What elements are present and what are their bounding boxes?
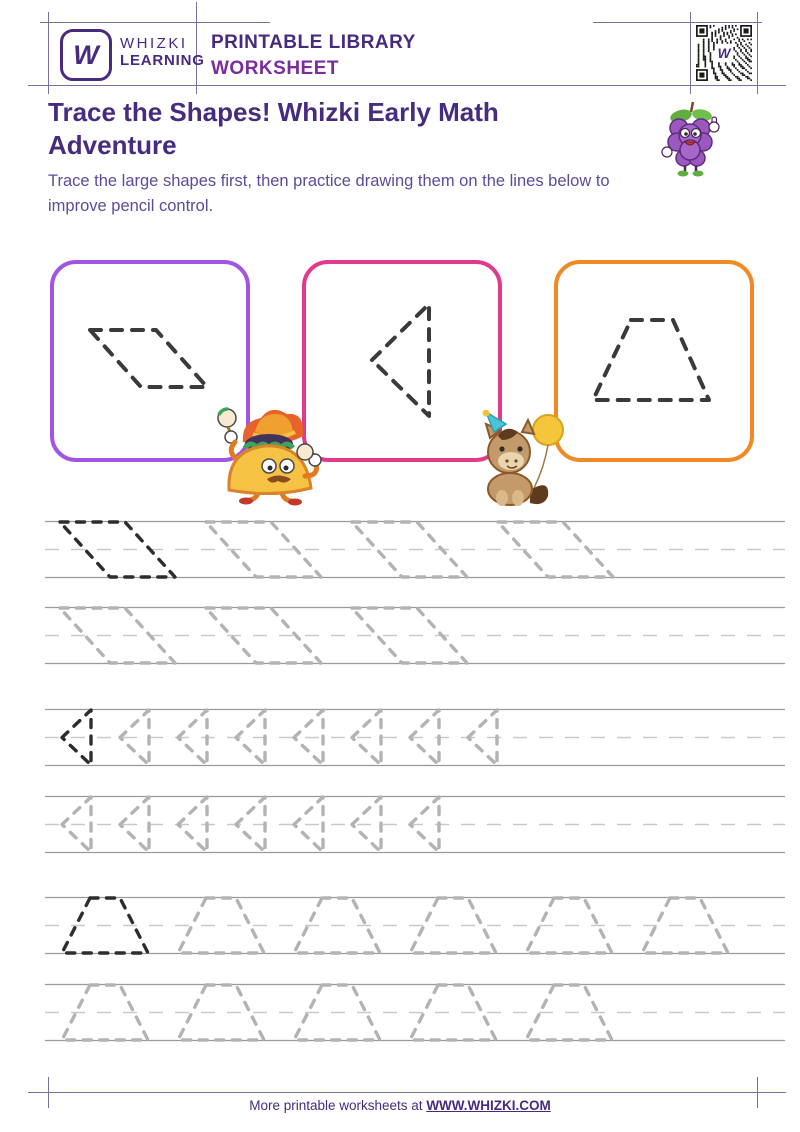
- brand-subname: LEARNING: [120, 52, 205, 70]
- triangle-shape: [306, 264, 498, 458]
- trace-rows: [45, 520, 785, 1045]
- doc-type-label: WORKSHEET: [211, 57, 339, 79]
- footer: [0, 1098, 800, 1113]
- header: [0, 0, 800, 90]
- trace-row-trapezoid-1: [45, 896, 785, 955]
- trace-trapezoid: [178, 898, 264, 953]
- trapezoid-shape: [558, 264, 750, 458]
- brand-name: WHIZKI: [120, 35, 188, 52]
- qr-code-icon: [696, 25, 752, 81]
- footer-prefix: More printable worksheets at: [249, 1098, 427, 1113]
- brand-wordmark: [120, 35, 205, 70]
- shape-card-trapezoid: [554, 260, 754, 462]
- library-label: PRINTABLE LIBRARY: [211, 32, 416, 53]
- logo-w-icon: W: [73, 39, 99, 70]
- taco-character: [213, 402, 333, 511]
- footer-site-link[interactable]: WWW.WHIZKI.COM: [426, 1098, 551, 1113]
- trace-row-trapezoid-2: [45, 983, 785, 1042]
- trace-row-parallelogram-1: [45, 520, 785, 579]
- whizki-logo: [60, 29, 112, 81]
- pony-character: [474, 410, 566, 513]
- trace-row-triangle-2: [45, 795, 785, 854]
- grape-mascot: [660, 100, 722, 183]
- trace-trapezoid: [178, 985, 264, 1040]
- crop-mark: [28, 1092, 786, 1093]
- trace-row-triangle-1: [45, 708, 785, 767]
- header-titles: [211, 30, 416, 81]
- instructions-text: Trace the large shapes first, then practice drawing them on the lines below to improve pencil control.: [48, 172, 610, 215]
- shape-cards: [50, 260, 754, 462]
- trace-row-parallelogram-2: [45, 606, 785, 665]
- svg-text:W: W: [717, 46, 731, 62]
- page-title: Trace the Shapes! Whizki Early Math Adventure: [48, 97, 499, 161]
